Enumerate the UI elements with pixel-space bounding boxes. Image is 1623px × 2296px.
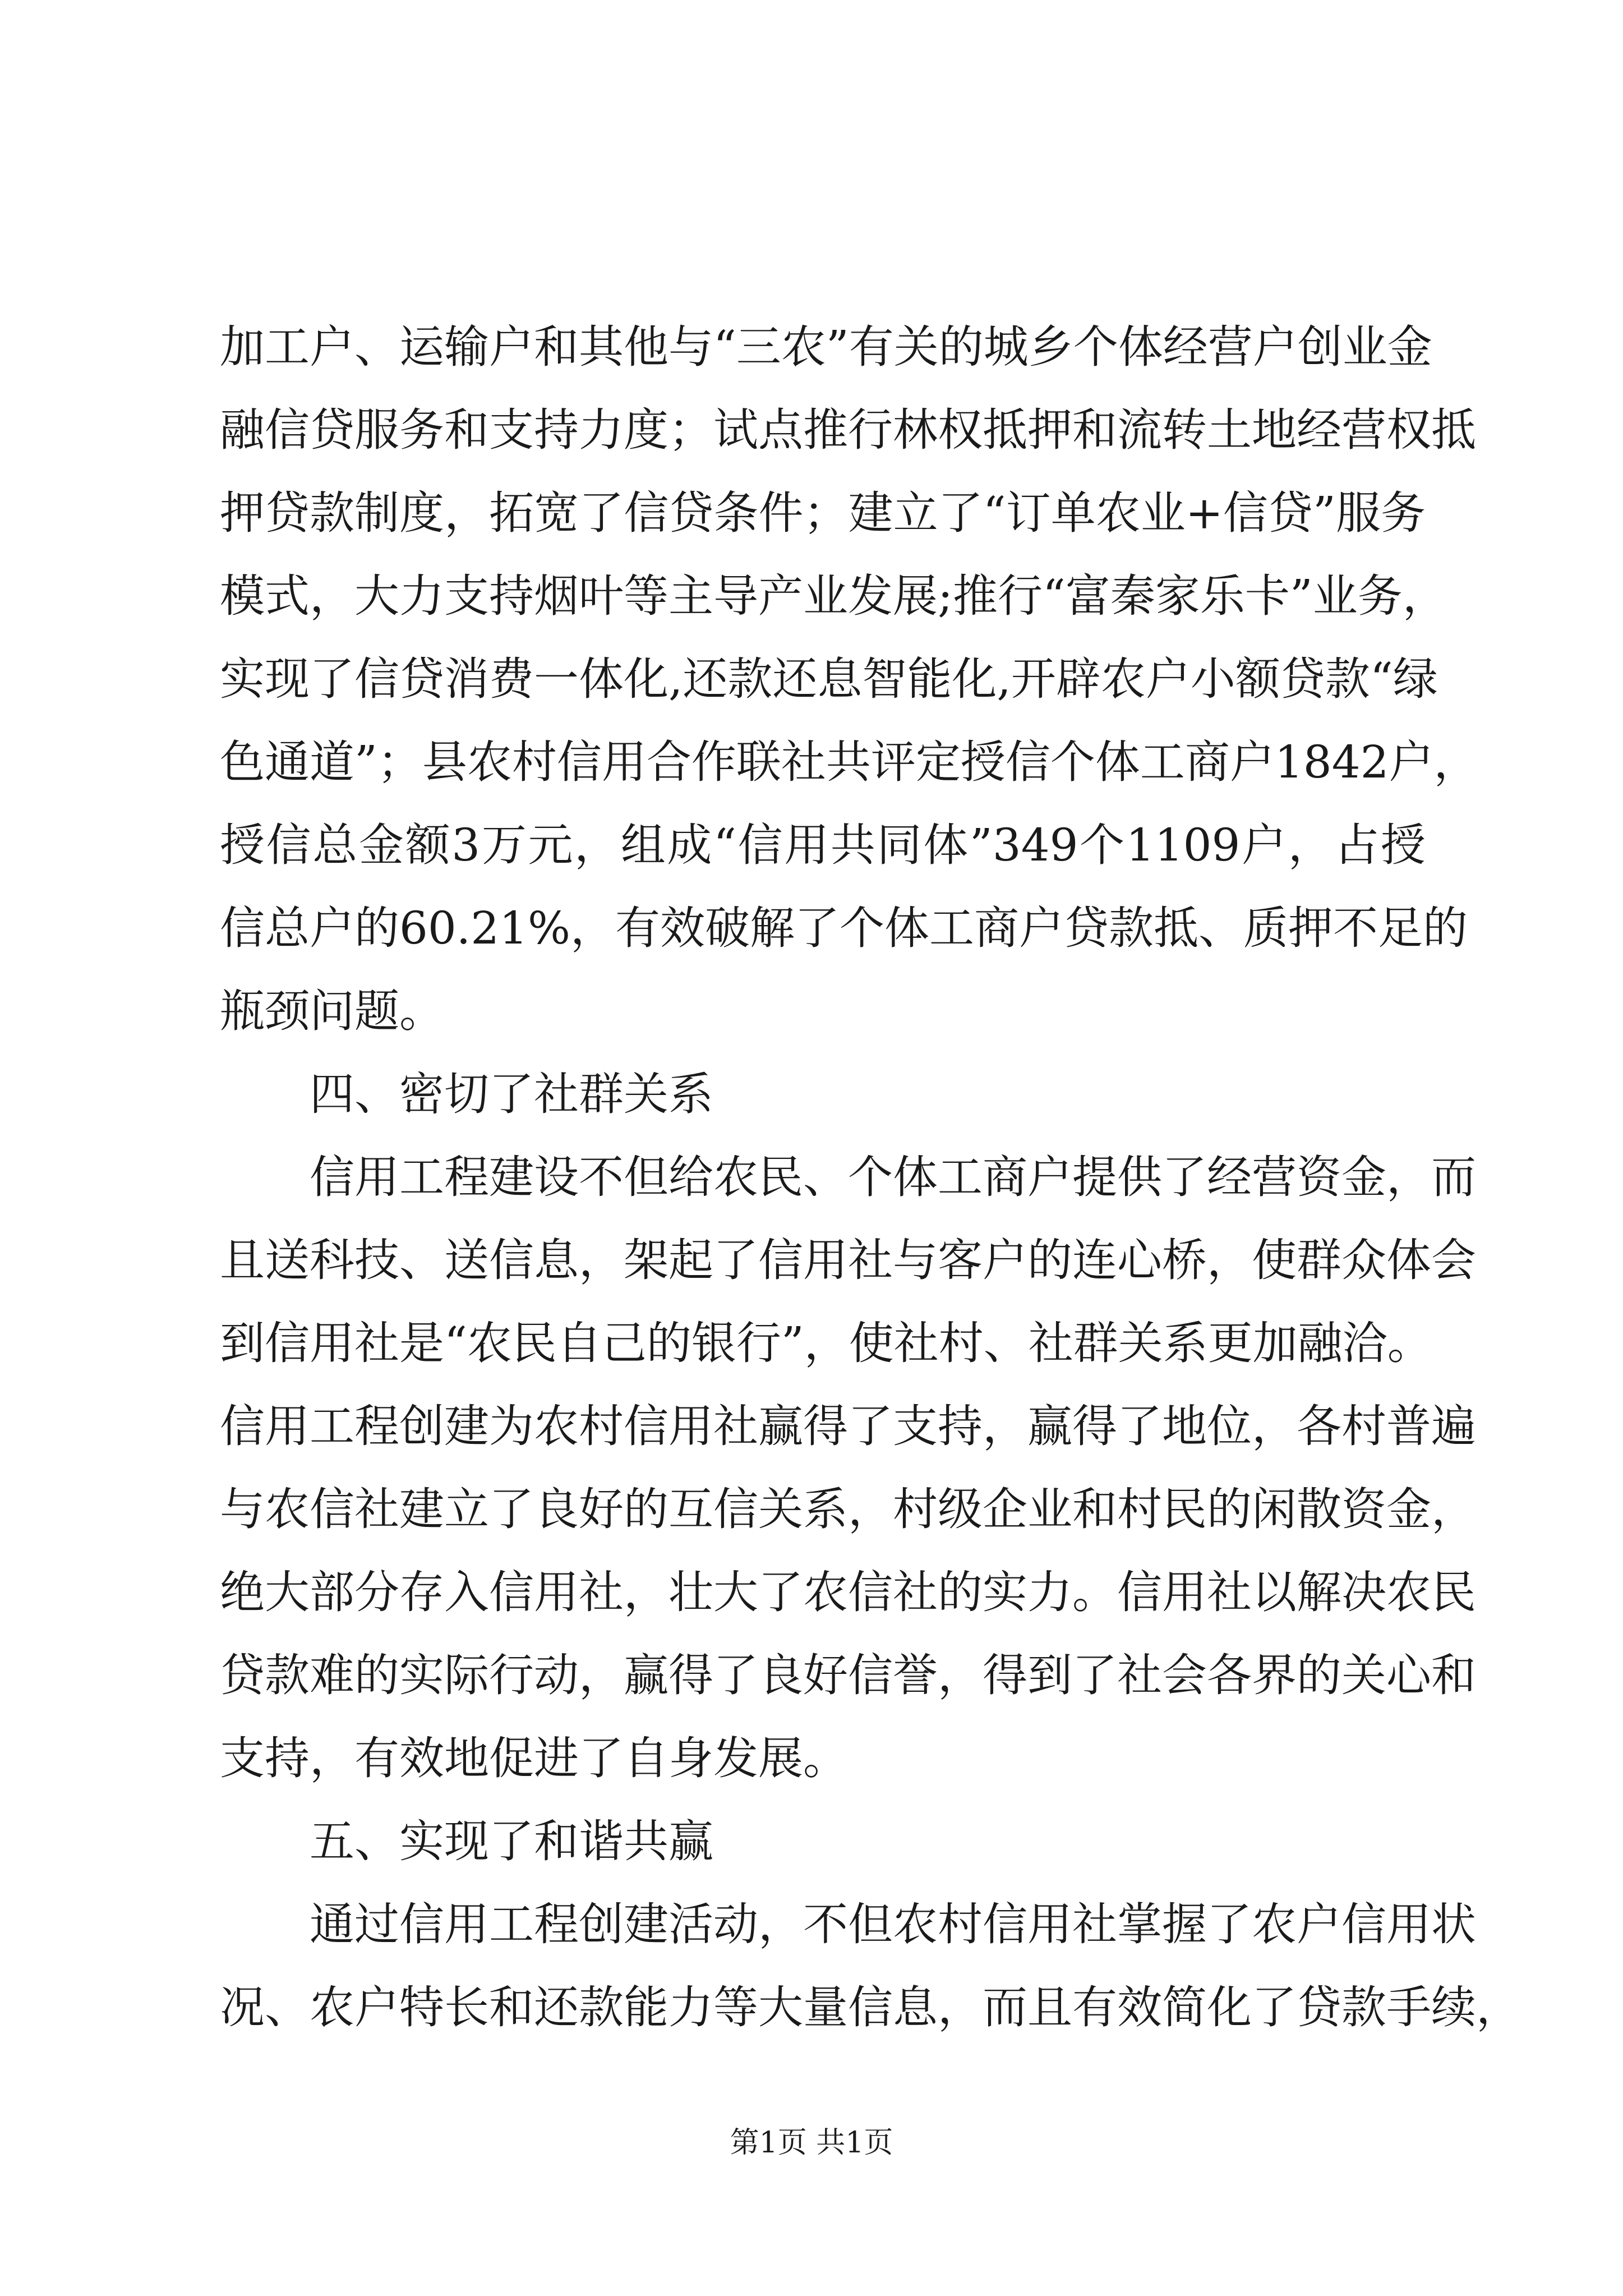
text-line: 加工户、运输户和其他与“三农”有关的城乡个体经营户创业金 [220, 321, 1432, 373]
text-line: 融信贷服务和支持力度；试点推行林权抵押和流转土地经营权抵 [220, 404, 1476, 456]
text-line: 模式，大力支持烟叶等主导产业发展;推行“富秦家乐卡”业务， [220, 570, 1447, 622]
text-line: 信用工程建设不但给农民、个体工商户提供了经营资金，而 [310, 1151, 1476, 1203]
text-line: 色通道”；县农村信用合作联社共评定授信个体工商户1842户， [220, 736, 1479, 788]
text-line: 且送科技、送信息，架起了信用社与客户的连心桥，使群众体会 [220, 1234, 1476, 1286]
text-line: 绝大部分存入信用社，壮大了农信社的实力。信用社以解决农民 [220, 1566, 1476, 1618]
text-line: 押贷款制度，拓宽了信贷条件；建立了“订单农业+信贷”服务 [220, 487, 1426, 539]
section-heading: 四、密切了社群关系 [310, 1068, 713, 1120]
page-footer: 第1页 共1页 [730, 2126, 893, 2160]
text-line: 贷款难的实际行动，赢得了良好信誉，得到了社会各界的关心和 [220, 1649, 1476, 1701]
document-body [220, 306, 1521, 2049]
text-line: 支持，有效地促进了自身发展。 [220, 1732, 848, 1784]
text-line: 瓶颈问题。 [220, 985, 444, 1037]
text-line: 信总户的60.21%，有效破解了个体工商户贷款抵、质押不足的 [220, 902, 1468, 954]
text-line: 通过信用工程创建活动，不但农村信用社掌握了农户信用状 [310, 1898, 1476, 1950]
text-line: 到信用社是“农民自己的银行”，使社村、社群关系更加融洽。 [220, 1317, 1432, 1369]
text-line: 信用工程创建为农村信用社赢得了支持，赢得了地位，各村普遍 [220, 1400, 1476, 1452]
text-line: 况、农户特长和还款能力等大量信息，而且有效简化了贷款手续， [220, 1981, 1521, 2033]
section-heading: 五、实现了和谐共赢 [310, 1815, 713, 1867]
text-line: 授信总金额3万元，组成“信用共同体”349个1109户，占授 [220, 819, 1426, 871]
text-line: 与农信社建立了良好的互信关系，村级企业和村民的闲散资金， [220, 1483, 1476, 1535]
text-line: 实现了信贷消费一体化,还款还息智能化,开辟农户小额贷款“绿 [220, 653, 1438, 705]
